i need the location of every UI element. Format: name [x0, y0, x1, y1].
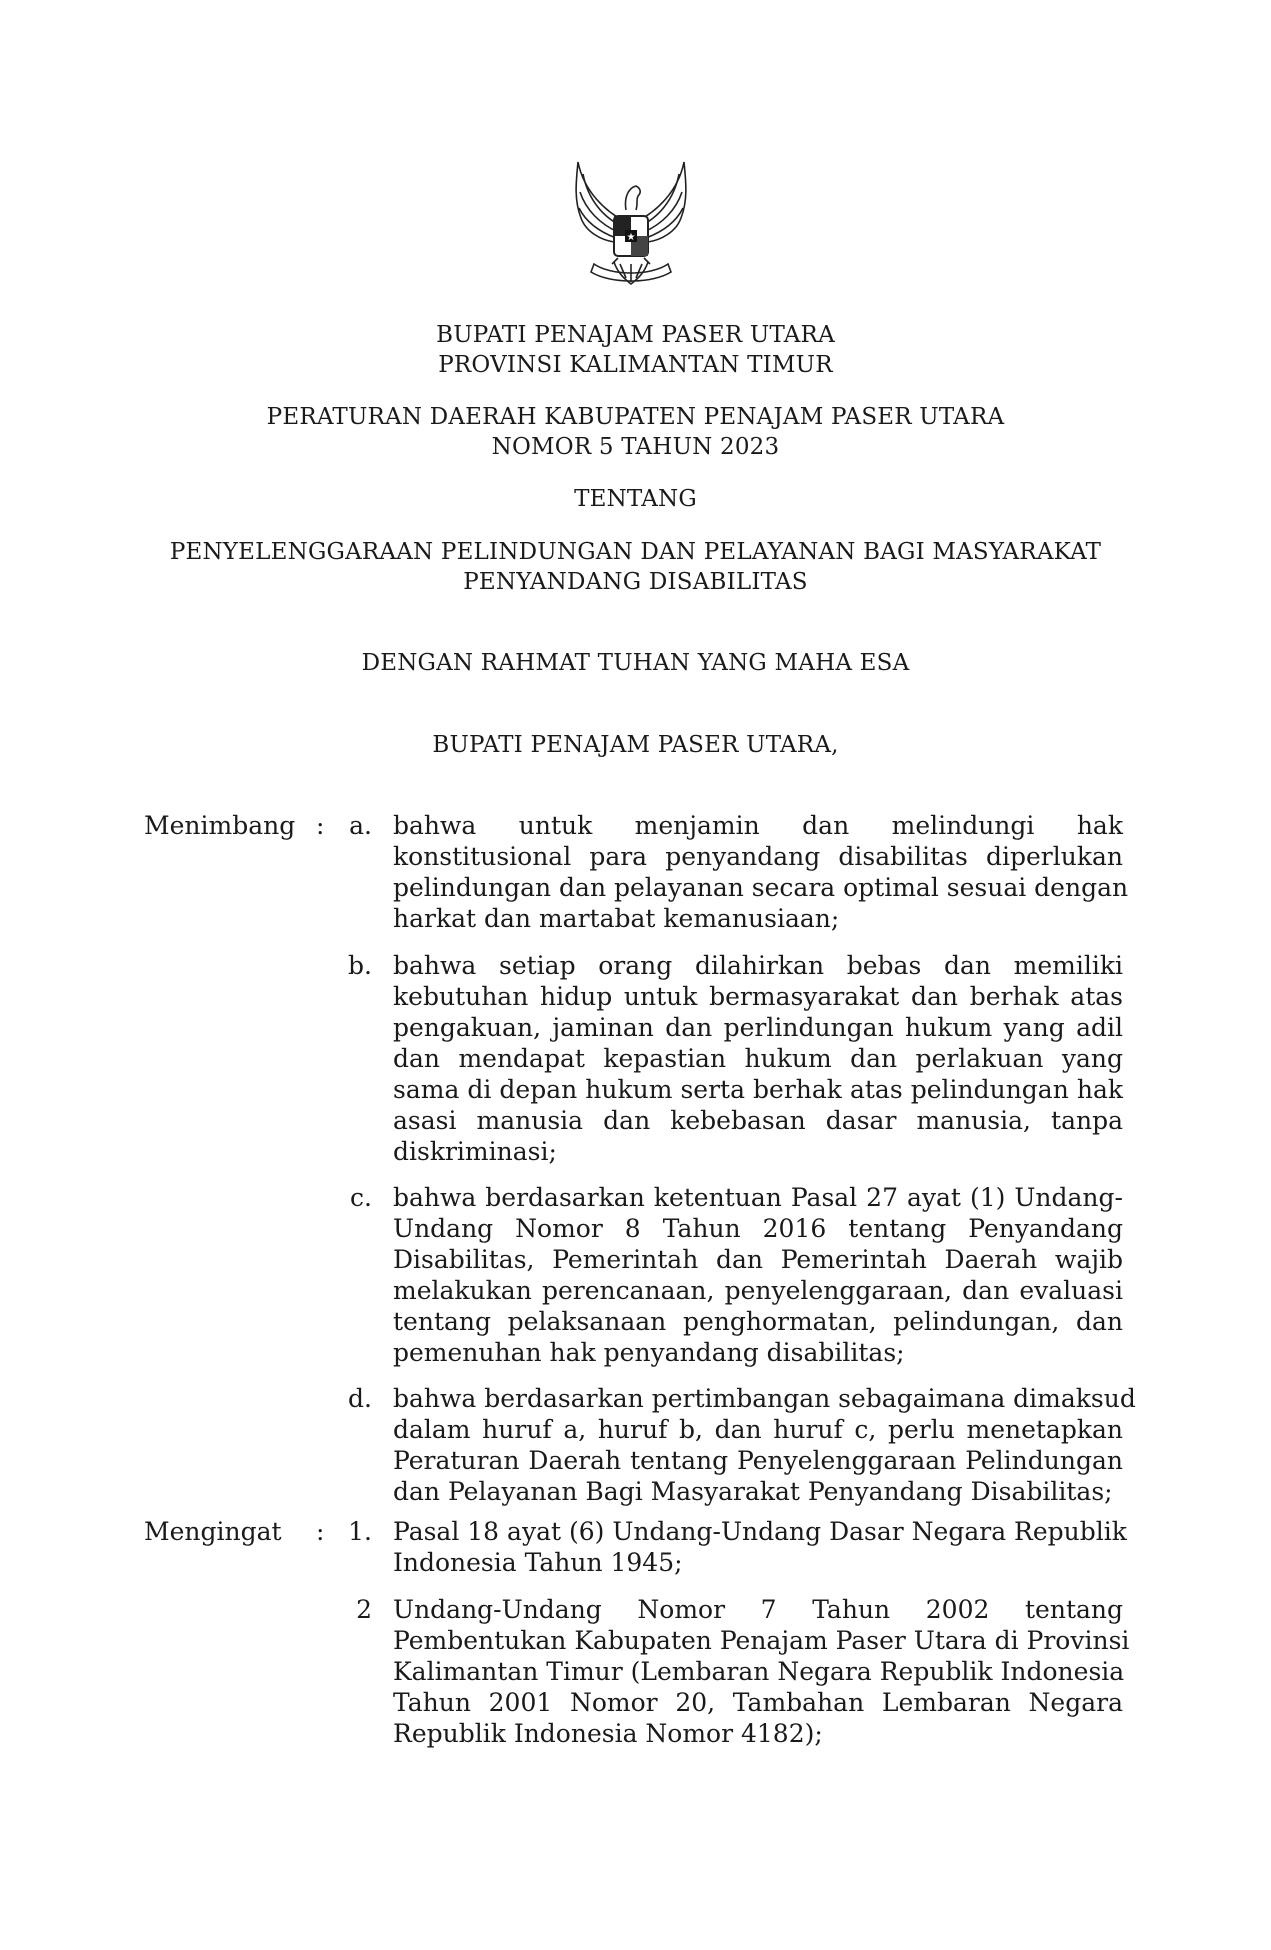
- text-line: bahwa setiap orang dilahirkan bebas dan memiliki: [393, 951, 1123, 980]
- issuer-line: BUPATI PENAJAM PASER UTARA,: [432, 732, 839, 758]
- text-line: konstitusional para penyandang disabilitas diperlukan: [393, 842, 1123, 871]
- text-line: bahwa berdasarkan ketentuan Pasal 27 ayat (1) Undang-: [393, 1183, 1123, 1212]
- issuer-heading-line1: BUPATI PENAJAM PASER UTARA: [436, 322, 835, 348]
- menimbang-item-d: [393, 1383, 1136, 1507]
- subject-line-2: PENYANDANG DISABILITAS: [463, 569, 808, 595]
- subject-line-1: PENYELENGGARAAN PELINDUNGAN DAN PELAYANAN BAGI MASYARAKAT: [169, 539, 1102, 565]
- blessing-line: DENGAN RAHMAT TUHAN YANG MAHA ESA: [361, 650, 910, 676]
- text-line: bahwa untuk menjamin dan melindungi hak: [393, 811, 1123, 840]
- menimbang-label: Menimbang: [144, 811, 296, 840]
- menimbang-item-b: [393, 950, 1123, 1167]
- text-line: Disabilitas, Pemerintah dan Pemerintah Daerah wajib: [393, 1245, 1123, 1274]
- text-line: Peraturan Daerah tentang Penyelenggaraan Pelindungan: [393, 1446, 1123, 1475]
- mengingat-colon: :: [316, 1517, 325, 1546]
- menimbang-marker-c: c.: [350, 1183, 372, 1212]
- text-line: Indonesia Tahun 1945;: [393, 1548, 683, 1577]
- text-line: Kalimantan Timur (Lembaran Negara Republik Indonesia: [393, 1657, 1125, 1686]
- menimbang-marker-a: a.: [349, 811, 372, 840]
- garuda-emblem-icon: [556, 152, 706, 302]
- issuer-heading-line2: PROVINSI KALIMANTAN TIMUR: [438, 352, 833, 378]
- regulation-title: PERATURAN DAERAH KABUPATEN PENAJAM PASER UTARA: [266, 404, 1005, 430]
- regulation-number: NOMOR 5 TAHUN 2023: [491, 434, 780, 460]
- text-line: harkat dan martabat kemanusiaan;: [393, 904, 840, 933]
- text-line: kebutuhan hidup untuk bermasyarakat dan berhak atas: [393, 982, 1123, 1011]
- mengingat-label: Mengingat: [144, 1517, 282, 1546]
- text-line: Tahun 2001 Nomor 20, Tambahan Lembaran Negara: [393, 1688, 1123, 1717]
- text-line: Pasal 18 ayat (6) Undang-Undang Dasar Negara Republik: [393, 1517, 1127, 1546]
- about-heading: TENTANG: [574, 486, 697, 512]
- mengingat-item-2: [393, 1594, 1130, 1749]
- text-line: Undang Nomor 8 Tahun 2016 tentang Penyandang: [393, 1214, 1123, 1243]
- text-line: tentang pelaksanaan penghormatan, pelindungan, dan: [393, 1307, 1123, 1336]
- text-line: pemenuhan hak penyandang disabilitas;: [393, 1338, 905, 1367]
- mengingat-marker-1: 1.: [348, 1517, 372, 1546]
- text-line: Pembentukan Kabupaten Penajam Paser Utara di Provinsi: [393, 1626, 1130, 1655]
- text-line: diskriminasi;: [393, 1137, 557, 1166]
- text-line: melakukan perencanaan, penyelenggaraan, dan evaluasi: [393, 1276, 1123, 1305]
- text-line: Undang-Undang Nomor 7 Tahun 2002 tentang: [393, 1595, 1123, 1624]
- text-line: bahwa berdasarkan pertimbangan sebagaimana dimaksud: [393, 1384, 1136, 1413]
- menimbang-marker-d: d.: [348, 1384, 372, 1413]
- mengingat-item-1: [393, 1516, 1127, 1578]
- text-line: dan Pelayanan Bagi Masyarakat Penyandang Disabilitas;: [393, 1477, 1113, 1506]
- svg-text:★: ★: [626, 232, 636, 243]
- mengingat-marker-2: 2: [356, 1595, 372, 1624]
- text-line: pelindungan dan pelayanan secara optimal sesuai dengan: [393, 873, 1129, 902]
- menimbang-item-a: [393, 810, 1129, 934]
- text-line: dan mendapat kepastian hukum dan perlakuan yang: [393, 1044, 1123, 1073]
- text-line: asasi manusia dan kebebasan dasar manusia, tanpa: [393, 1106, 1123, 1135]
- menimbang-marker-b: b.: [348, 951, 372, 980]
- text-line: Republik Indonesia Nomor 4182);: [393, 1719, 823, 1748]
- menimbang-item-c: [393, 1182, 1123, 1368]
- text-line: pengakuan, jaminan dan perlindungan hukum yang adil: [393, 1013, 1123, 1042]
- text-line: sama di depan hukum serta berhak atas pelindungan hak: [393, 1075, 1123, 1104]
- menimbang-colon: :: [316, 811, 325, 840]
- text-line: dalam huruf a, huruf b, dan huruf c, perlu menetapkan: [393, 1415, 1123, 1444]
